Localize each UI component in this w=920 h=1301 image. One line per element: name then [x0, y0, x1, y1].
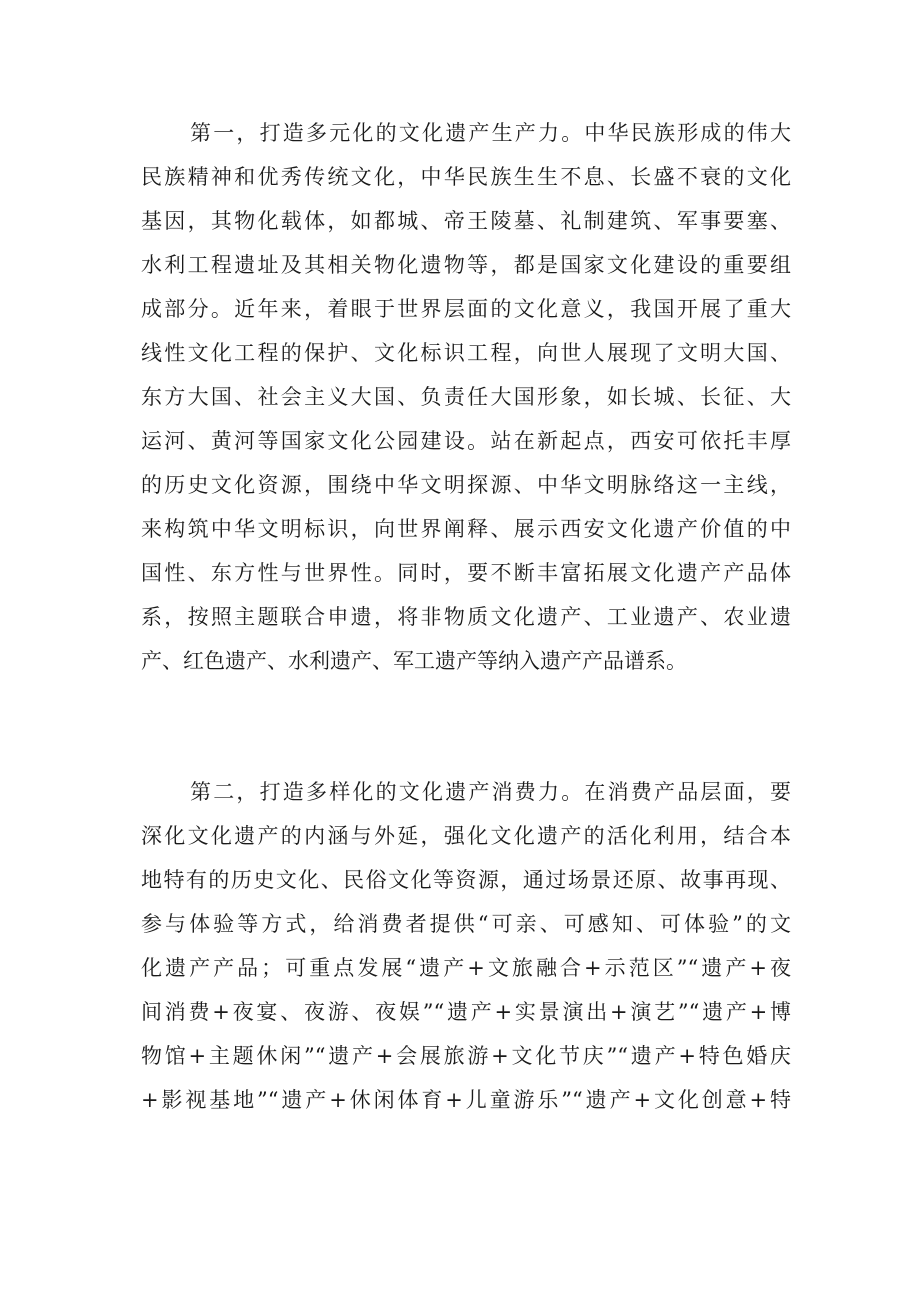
text-line: 线性文化工程的保护、文化标识工程，向世人展现了文明大国、 — [141, 341, 791, 365]
text-line: 基因，其物化载体，如都城、帝王陵墓、礼制建筑、军事要塞、 — [141, 209, 791, 233]
text-line: +影视基地”“遗产+休闲体育+儿童游乐”“遗产+文化创意+特 — [141, 1088, 791, 1112]
text-line: 民族精神和优秀传统文化，中华民族生生不息、长盛不衰的文化 — [141, 165, 791, 189]
text-line: 国性、东方性与世界性。同时，要不断丰富拓展文化遗产产品体 — [141, 561, 791, 585]
text-line: 运河、黄河等国家文化公园建设。站在新起点，西安可依托丰厚 — [141, 429, 791, 453]
text-line: 化遗产产品；可重点发展“遗产+文旅融合+示范区”“遗产+夜 — [141, 956, 791, 980]
text-line: 成部分。近年来，着眼于世界层面的文化意义，我国开展了重大 — [141, 297, 791, 321]
text-line: 参与体验等方式，给消费者提供“可亲、可感知、可体验”的文 — [141, 912, 791, 936]
paragraph-1 — [141, 111, 791, 683]
text-line: 第一，打造多元化的文化遗产生产力。中华民族形成的伟大 — [190, 121, 791, 145]
text-line: 系，按照主题联合申遗，将非物质文化遗产、工业遗产、农业遗 — [141, 605, 791, 629]
paragraph-2 — [141, 770, 791, 1122]
text-line: 产、红色遗产、水利遗产、军工遗产等纳入遗产产品谱系。 — [141, 649, 687, 673]
text-line: 第二，打造多样化的文化遗产消费力。在消费产品层面，要 — [190, 780, 791, 804]
text-line: 物馆+主题休闲”“遗产+会展旅游+文化节庆”“遗产+特色婚庆 — [141, 1044, 791, 1068]
text-line: 水利工程遗址及其相关物化遗物等，都是国家文化建设的重要组 — [141, 253, 791, 277]
text-line: 深化文化遗产的内涵与外延，强化文化遗产的活化利用，结合本 — [141, 824, 791, 848]
text-line: 的历史文化资源，围绕中华文明探源、中华文明脉络这一主线， — [141, 473, 791, 497]
text-line: 东方大国、社会主义大国、负责任大国形象，如长城、长征、大 — [141, 385, 791, 409]
text-line: 间消费+夜宴、夜游、夜娱”“遗产+实景演出+演艺”“遗产+博 — [141, 1000, 791, 1024]
text-line: 地特有的历史文化、民俗文化等资源，通过场景还原、故事再现、 — [141, 868, 791, 892]
text-line: 来构筑中华文明标识，向世界阐释、展示西安文化遗产价值的中 — [141, 517, 791, 541]
